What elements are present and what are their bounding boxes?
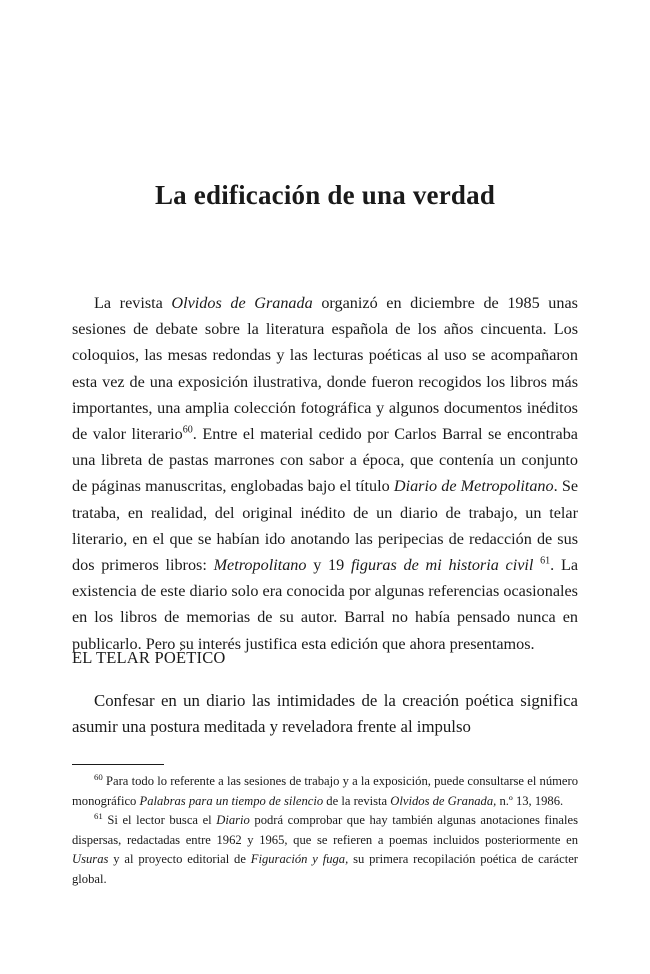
fn61-italic-1: Diario <box>216 813 250 828</box>
fn61-italic-3: Figuración y fuga, <box>250 852 349 867</box>
footnote-61 <box>72 811 578 889</box>
fn60-text-3: n.º 13, 1986. <box>496 793 564 808</box>
intro-text <box>72 290 578 657</box>
fn60-text-1: Para todo lo referente a las sesiones de trabajo y a la exposición, puede consultarse el número monográfico <box>72 774 578 808</box>
footnote-divider <box>72 764 164 765</box>
footnote-number-61: 61 <box>94 811 103 821</box>
p1-italic-metropolitano: Metropolitano <box>213 556 307 575</box>
p1-text-6: . La existencia de este diario solo era conocida por algunas referencias ocasionales en los libros de memorias de su autor. Barral no había pensado nunca en publicarlo. Pero su interés justifica esta edición que ahora presentamos. <box>72 556 579 653</box>
footnote-ref-60: 60 <box>182 424 193 436</box>
footnote-60 <box>72 772 578 811</box>
footnote-ref-61: 61 <box>540 555 551 567</box>
fn61-italic-2: Usuras <box>72 852 109 867</box>
footnotes <box>72 772 578 890</box>
p1-text-5: y 19 <box>306 556 351 575</box>
p1-text-4: . Se trataba, en realidad, del original inédito de un diario de trabajo, un telar literario, en el que se habían ido anotando las peripecias de redacción de sus dos primeros libros: <box>72 477 579 575</box>
p1-italic-diario: Diario de Metropolitano <box>393 477 554 496</box>
paragraph-1 <box>72 290 578 657</box>
fn61-text-1: Si el lector busca el <box>102 813 217 828</box>
p1-italic-figuras: figuras de mi historia civil <box>350 556 534 575</box>
section-heading: EL TELAR POÉTICO <box>72 648 226 667</box>
fn60-text-2: de la revista <box>323 793 391 808</box>
chapter-title: La edificación de una verdad <box>154 180 496 210</box>
fn61-text-3: y al proyecto editorial de <box>108 852 251 867</box>
p1-text-3: . Entre el material cedido por Carlos Barral se encontraba una libreta de pastas marrones con sabor a época, que contenía un conjunto de páginas manuscritas, englobadas bajo el título <box>72 425 578 496</box>
footnote-number-60: 60 <box>94 771 103 782</box>
p1-italic-journal: Olvidos de Granada <box>171 294 313 312</box>
p1-text-1: La revista <box>94 294 172 312</box>
paragraph-2: Confesar en un diario las intimidades de la creación poética significa asumir una postura meditada y reveladora frente al impulso <box>72 691 578 737</box>
section-text <box>72 688 578 740</box>
fn61-text-4: su primera recopilación poética de carácter global. <box>72 852 578 886</box>
fn60-italic-2: Olvidos de Granada, <box>390 793 497 808</box>
p1-text-2: organizó en diciembre de 1985 unas sesiones de debate sobre la literatura española de los años cincuenta. Los coloquios, las mesas redondas y las lecturas poéticas al uso se acompañaron esta vez de una exposición ilustrativa, donde fueron recogidos los libros más importantes, una amplia colección fotográfica y algunos documentos inéditos de valor literario <box>72 294 578 444</box>
fn60-italic-1: Palabras para un tiempo de silencio <box>139 793 324 808</box>
fn61-text-2: podrá comprobar que hay también algunas anotaciones finales dispersas, redactadas entre 1962 y 1965, que se refieren a poemas incluidos posteriormente en <box>72 813 578 847</box>
